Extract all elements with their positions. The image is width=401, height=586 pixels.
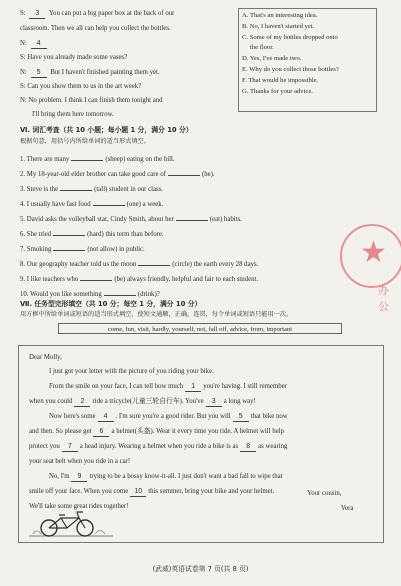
section7-title: Ⅶ. 任务型完形填空（共 10 分；每空 1 分，满分 10 分）: [20, 300, 202, 308]
fill-blank[interactable]: [138, 258, 170, 266]
letter-line: smile off your face. When you come 10 this summer, bring your bike and your helmet.: [29, 488, 275, 495]
fill-blank[interactable]: [104, 288, 136, 296]
bicycle-icon: [25, 506, 115, 542]
option-e: E. Why do you collect those bottles?: [242, 65, 339, 73]
dialogue-line-5: N: 5 But I haven't finished painting them yet.: [20, 69, 160, 76]
section6-title: Ⅵ. 词汇考查（共 10 小题；每小题 1 分，满分 10 分）: [20, 126, 193, 134]
option-f: F. That would be impossible.: [242, 76, 319, 84]
vocab-item-3: 3. Steve is the (tall) student in our class.: [20, 183, 163, 194]
letter-signature: Vera: [341, 505, 354, 512]
letter-line: We'll take some great rides together!: [29, 503, 129, 510]
answer-blank: 4: [31, 40, 47, 49]
section7-instruction: 用方框中所给单词或短语的适当形式填空，使短文通顺，正确，连贯，每个单词或短语只能用一次。: [20, 311, 293, 318]
vocab-item-2: 2. My 18-year-old elder brother can take good care of (he).: [20, 168, 215, 179]
option-b: B. No, I haven't started yet.: [242, 22, 315, 30]
fill-blank[interactable]: [176, 213, 208, 221]
option-a: A. That's an interesting idea.: [242, 12, 318, 19]
vocab-item-9: 9. I like teachers who (be) always friendly, helpful and fair to each student.: [20, 273, 258, 284]
vocab-item-4: 4. I usually have fast food (one) a week.: [20, 198, 163, 209]
options-box: [238, 8, 377, 112]
dialogue-line-8: I'll bring them here tomorrow.: [32, 111, 114, 118]
dialogue-line-6: S: Can you show them to us in the art week?: [20, 83, 142, 90]
word-bank: come, fun, visit, hardly, yourself, not, fall off, advice, from, important: [58, 323, 342, 334]
answer-blank: 6: [93, 428, 109, 437]
option-g: G. Thanks for your advice.: [242, 87, 313, 95]
letter-line: Now here's some 4 . I'm sure you're a good rider. But you will 5 that bike now: [49, 413, 288, 420]
answer-blank: 3: [29, 10, 45, 19]
answer-blank: 7: [62, 443, 78, 452]
answer-blank: 1: [185, 383, 201, 392]
fill-blank[interactable]: [60, 183, 92, 191]
letter-line: when you could 2 ride a tricycle(儿童三轮自行车). You've 3 a long way!: [29, 398, 256, 405]
fill-blank[interactable]: [93, 198, 125, 206]
option-c-cont: the floor.: [250, 44, 274, 52]
answer-blank: 8: [240, 443, 256, 452]
letter-salutation: Dear Molly,: [29, 354, 62, 361]
vocab-item-5: 5. David asks the volleyball star, Cindy Smith, about her (eat) habits.: [20, 213, 242, 224]
answer-blank: 2: [74, 398, 90, 407]
fill-blank[interactable]: [80, 273, 112, 281]
dialogue-line-3: N: 4: [20, 40, 49, 49]
letter-line: No, I'm 9 trying to be a bossy know-it-all. I just don't want a bad fall to wipe that: [49, 473, 283, 480]
answer-blank: 5: [233, 413, 249, 422]
stamp-star-icon: ★: [360, 236, 387, 269]
fill-blank[interactable]: [71, 153, 103, 161]
vocab-item-10: 10. Would you like something (drink)?: [20, 288, 160, 299]
dialogue-line-7: N: No problem. I think I can finish them tonight and: [20, 97, 163, 104]
vocab-item-7: 7. Smoking (not allow) in public.: [20, 243, 145, 254]
vocab-item-6: 6. She tried (hard) this term than before.: [20, 228, 164, 239]
option-c: C. Some of my bottles dropped onto: [242, 33, 338, 41]
answer-blank: 3: [206, 398, 222, 407]
letter-line: From the smile on your face, I can tell how much 1 you're having. I still remember: [49, 383, 287, 390]
fill-blank[interactable]: [53, 243, 85, 251]
letter-line: your seat belt when you ride in a car!: [29, 458, 131, 465]
option-d: D. Yes, I've made two.: [242, 55, 302, 63]
dialogue-line-2: classroom. Then we all can help you collect the bottles.: [20, 25, 171, 32]
section6-instruction: 根据句意，用括号内所给单词的适当形式填空。: [20, 138, 150, 145]
answer-blank: 9: [71, 473, 87, 482]
stamp-text: 办 公: [378, 284, 389, 313]
fill-blank[interactable]: [53, 228, 85, 236]
page-footer: (武威)英语试卷第 7 页(共 8 页): [152, 565, 249, 573]
answer-blank: 5: [31, 69, 47, 78]
dialogue-line-1: S: 3 You can put a big paper box at the back of our: [20, 10, 175, 17]
vocab-item-1: 1. There are many (sheep) eating on the hill.: [20, 153, 175, 164]
letter-line: I just got your letter with the picture of you riding your bike.: [49, 368, 214, 375]
vocab-item-8: 8. Our geography teacher told us the moon (circle) the earth every 28 days.: [20, 258, 258, 269]
letter-box: [18, 345, 384, 543]
answer-blank: 10: [130, 488, 146, 497]
fill-blank[interactable]: [168, 168, 200, 176]
answer-blank: 4: [98, 413, 114, 422]
letter-line: and then. So please get 6 a helmet(头盔). Wear it every time you ride. A helmet will help: [29, 428, 284, 435]
letter-closing: Your cousin,: [307, 490, 342, 497]
dialogue-line-4: S: Have you already made some vases?: [20, 54, 128, 61]
letter-line: protect you 7 a head injury. Wearing a helmet when you ride a bike is as 8 as wearing: [29, 443, 288, 450]
